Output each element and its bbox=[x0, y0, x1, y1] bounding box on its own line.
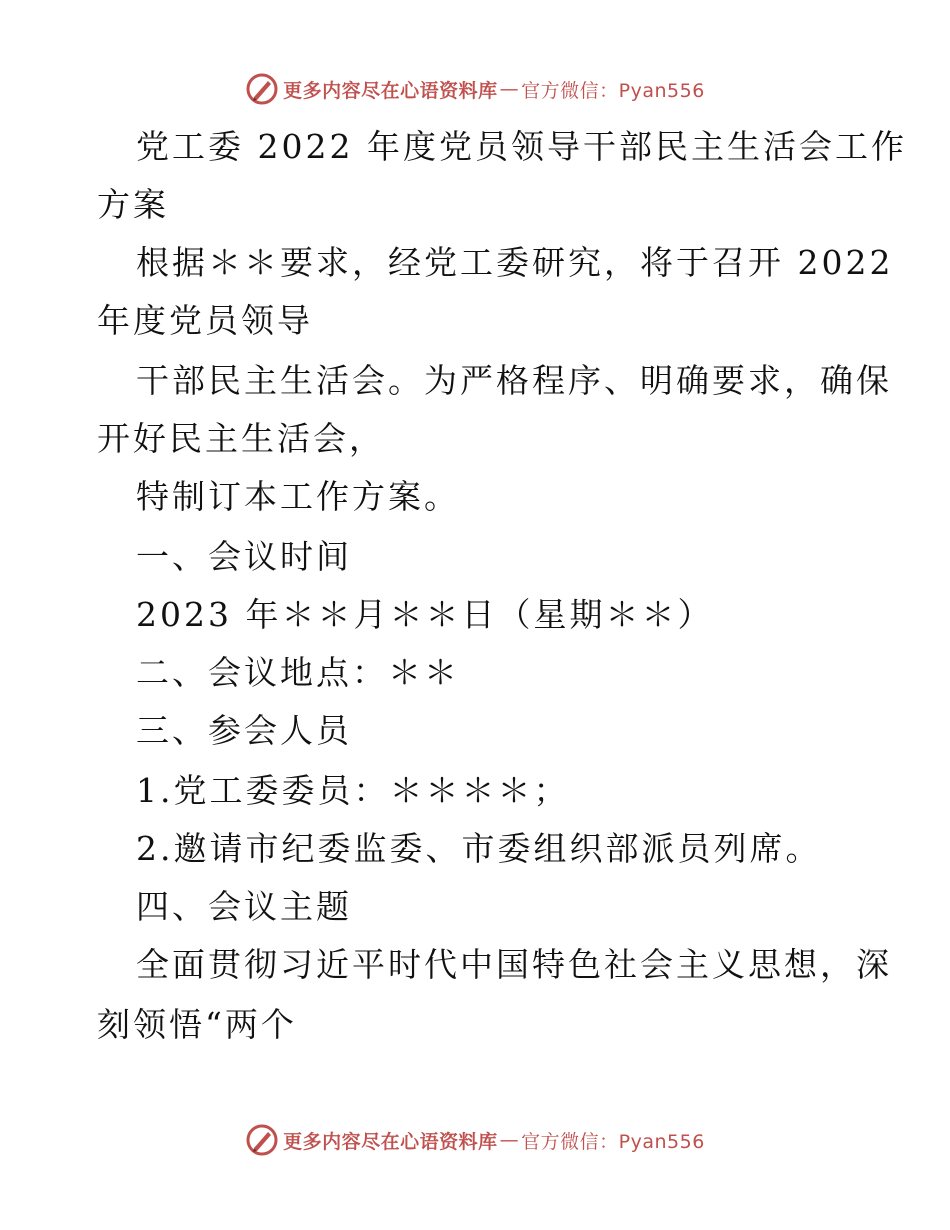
doc-paragraph-line: 开好民主生活会， bbox=[97, 419, 385, 458]
doc-list-item: 1.党工委委员：＊＊＊＊； bbox=[136, 771, 570, 810]
doc-section-heading: 三、参会人员 bbox=[136, 711, 352, 750]
watermark-main-text: 更多内容尽在心语资料库 bbox=[283, 79, 498, 102]
doc-paragraph-line: 年度党员领导 bbox=[97, 301, 313, 340]
pen-logo-icon bbox=[245, 72, 279, 106]
doc-list-item: 2.邀请市纪委监委、市委组织部派员列席。 bbox=[136, 829, 822, 868]
watermark-main-text: 更多内容尽在心语资料库 bbox=[283, 1130, 498, 1153]
doc-section-heading: 四、会议主题 bbox=[136, 887, 352, 926]
watermark-wechat-text: 官方微信：Pyan556 bbox=[521, 1130, 705, 1153]
doc-title-line-2: 方案 bbox=[97, 185, 169, 224]
doc-section-heading: 二、会议地点：＊＊ bbox=[136, 653, 460, 692]
doc-paragraph-line: 特制订本工作方案。 bbox=[136, 477, 460, 516]
doc-paragraph-line: 刻领悟“两个 bbox=[97, 1005, 297, 1044]
watermark-wechat-text: 官方微信：Pyan556 bbox=[521, 79, 705, 102]
doc-paragraph-line: 2023 年＊＊月＊＊日（星期＊＊） bbox=[136, 595, 714, 634]
watermark-separator: — bbox=[499, 1129, 520, 1151]
watermark-separator: — bbox=[499, 78, 520, 100]
doc-paragraph-line: 干部民主生活会。为严格程序、明确要求，确保 bbox=[136, 361, 892, 400]
footer-watermark bbox=[0, 1120, 950, 1160]
pen-logo-icon bbox=[245, 1123, 279, 1157]
doc-section-heading: 一、会议时间 bbox=[136, 537, 352, 576]
header-watermark bbox=[0, 69, 950, 109]
doc-paragraph-line: 根据＊＊要求，经党工委研究，将于召开 2022 bbox=[136, 243, 894, 282]
doc-paragraph-line: 全面贯彻习近平时代中国特色社会主义思想，深 bbox=[136, 945, 892, 984]
doc-title-line-1: 党工委 2022 年度党员领导干部民主生活会工作 bbox=[136, 127, 907, 166]
